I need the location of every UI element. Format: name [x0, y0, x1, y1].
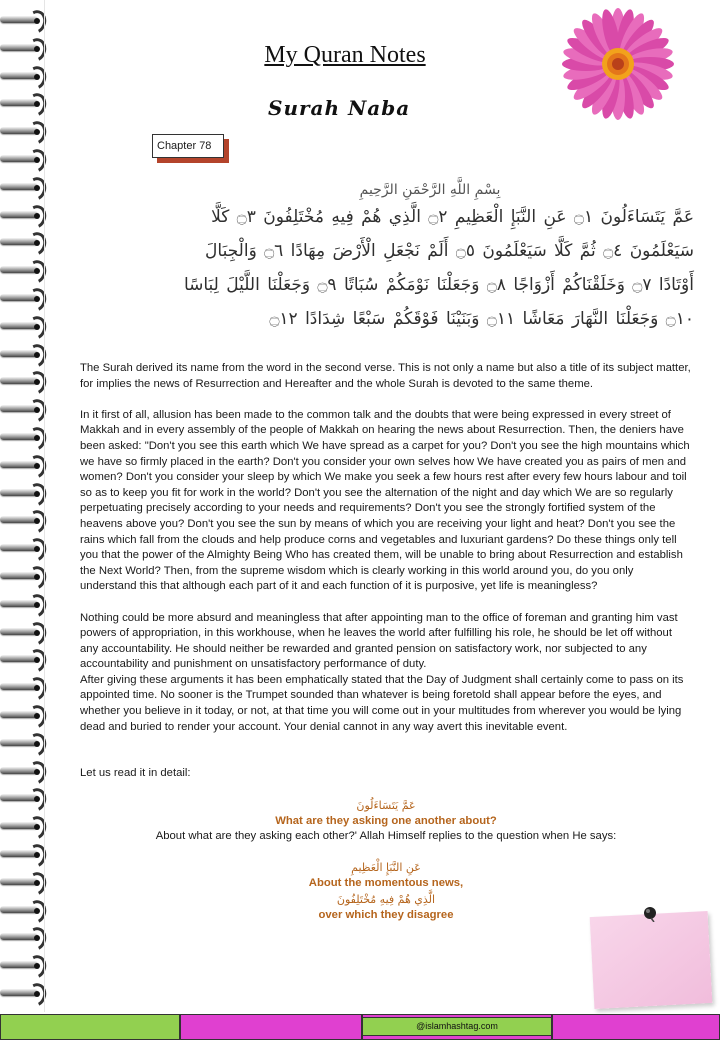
- page-title: My Quran Notes: [264, 42, 426, 68]
- spiral-ring: [0, 427, 46, 447]
- footer-segment-magenta-left: [180, 1014, 362, 1040]
- spiral-ring: [0, 288, 46, 308]
- spiral-ring: [0, 232, 46, 252]
- spiral-ring: [0, 121, 46, 141]
- spiral-ring: [0, 872, 46, 892]
- verse-2-translation: About the momentous news,: [308, 877, 464, 890]
- pushpin-icon: [642, 906, 658, 922]
- spiral-ring: [0, 205, 46, 225]
- spiral-ring: [0, 649, 46, 669]
- footer-segment-magenta-right: [552, 1014, 720, 1040]
- spiral-ring: [0, 316, 46, 336]
- spiral-ring: [0, 538, 46, 558]
- spiral-binding: [0, 0, 48, 1012]
- paragraph-intro: The Surah derived its name from the word in the second verse. This is not only a name but also a title of its subject matter, for implies the news of Resurrection and Hereafter and the whole Surah is devoted to the same theme.: [80, 362, 691, 390]
- website-link[interactable]: @islamhashtag.com: [362, 1017, 552, 1036]
- spiral-ring: [0, 927, 46, 947]
- spiral-ring: [0, 622, 46, 642]
- spiral-ring: [0, 761, 46, 781]
- spiral-ring: [0, 10, 46, 30]
- surah-name: Surah Naba: [268, 96, 411, 120]
- spiral-ring: [0, 344, 46, 364]
- verse-1-note: About what are they asking each other?' Allah Himself replies to the question when He says:: [155, 830, 617, 843]
- paragraph-judgment: After giving these arguments it has been emphatically stated that the Day of Judgment shall certainly come to pass on its appointed time. No sooner is the Trumpet sounded than whatever is being foretold shall appear before the eyes, and whether you believe in it today, or not, at that time you will come out in your multitudes from wherever you would be lying dead and buried to render your account. Your denial cannot in any way avert this inevitable event.: [80, 673, 684, 733]
- verse-1-translation: What are they asking one another about?: [275, 814, 497, 827]
- spiral-ring: [0, 788, 46, 808]
- spiral-ring: [0, 371, 46, 391]
- footer-segment-green-left: [0, 1014, 180, 1040]
- spiral-ring: [0, 93, 46, 113]
- spiral-ring: [0, 983, 46, 1003]
- spiral-ring: [0, 733, 46, 753]
- verse-3-translation: over which they disagree: [318, 909, 454, 921]
- verse-1-arabic: عَمَّ يَتَسَاءَلُونَ: [356, 798, 416, 812]
- page-edge: [44, 0, 45, 1012]
- spiral-ring: [0, 399, 46, 419]
- paragraph-arguments: In it first of all, allusion has been made to the common talk and the doubts that were being expressed in every street of Makkah and in every assembly of the people of Makkah on hearing the news about Resurrection. Then, the deniers have been asked: "Don't you see this earth which We have spread as a carpet for you? Don't you see the high mountains which we have so firmly placed in the earth? Don't you consider your own selves how We have created you as pairs of men and women? Don't you consider your sleep by which We make you seek a few hours rest after every few hours labour and toil so as to keep you fit for work in the world? Don't you see the alternation of the night and day which We are so regularly perpetuating precisely according to your needs and requirements? Don't you see the strongly fortified system of the heavens above you? Don't you see the sun by means of which you are receiving your light and heat? Don't you see the rains which fall from the clouds and help produce corns and vegetables and luxuriant gardens? Do these things only tell you that the power of the Almighty Being Who has created them, will be unable to bring about Resurrection and establish the Next World? Then, from the supreme wisdom which is clearly working in this world around you, do you only understand this that although each part of it and each function of it is purposive, yet life is meaningless?: [80, 408, 690, 593]
- sticky-note: [590, 911, 713, 1009]
- verse-3-arabic: الَّذِي هُمْ فِيهِ مُخْتَلِفُونَ: [336, 893, 436, 906]
- paragraph-accountability: Nothing could be more absurd and meaningless that after appointing man to the office of foreman and granting him vast powers of appropriation, in this workhouse, when he leaves the world after fulfilling his role, he should be let off without any accountability. He should neither be rewarded and granted pension on satisfactory work, nor subjected to any accountability and punishment on unsatisfactory performance of duty.: [80, 611, 678, 671]
- spiral-ring: [0, 816, 46, 836]
- footer-bar: [0, 1014, 720, 1040]
- spiral-ring: [0, 177, 46, 197]
- verse-detail: [80, 798, 692, 924]
- verse-2-arabic: عَنِ النَّبَإِ الْعَظِيمِ: [351, 861, 421, 875]
- chapter-label: Chapter 78: [152, 134, 224, 158]
- spiral-ring: [0, 677, 46, 697]
- spiral-ring: [0, 955, 46, 975]
- bismillah: بِسْمِ اللَّهِ الرَّحْمَنِ الرَّحِيمِ: [359, 182, 501, 198]
- spiral-ring: [0, 566, 46, 586]
- commentary: [80, 361, 692, 924]
- spiral-ring: [0, 483, 46, 503]
- spiral-ring: [0, 705, 46, 725]
- arabic-verses: عَمَّ يَتَسَاءَلُونَ ۝١ عَنِ النَّبَإِ الْعَظِيمِ ۝٢ الَّذِي هُمْ فِيهِ مُخْتَلِفُونَ ۝٣ كَلَّا سَيَعْلَمُونَ ۝٤ ثُمَّ كَلَّا سَيَعْلَمُونَ ۝٥ أَلَمْ نَجْعَلِ الْأَرْضَ مِهَادًا ۝٦ وَالْجِبَالَ أَوْتَادًا ۝٧ وَخَلَقْنَاكُمْ أَزْوَاجًا ۝٨ وَجَعَلْنَا نَوْمَكُمْ سُبَاتًا ۝٩ وَجَعَلْنَا اللَّيْلَ لِبَاسًا ۝١٠ وَجَعَلْنَا النَّهَارَ مَعَاشًا ۝١١ وَبَنَيْنَا فَوْقَكُمْ سَبْعًا شِدَادًا ۝١٢: [183, 207, 694, 329]
- paragraph-read-detail: Let us read it in detail:: [80, 767, 191, 780]
- spiral-ring: [0, 900, 46, 920]
- spiral-ring: [0, 455, 46, 475]
- spiral-ring: [0, 260, 46, 280]
- spiral-ring: [0, 844, 46, 864]
- spiral-ring: [0, 149, 46, 169]
- arabic-verses-panel: [150, 176, 710, 342]
- spiral-ring: [0, 594, 46, 614]
- spiral-ring: [0, 510, 46, 530]
